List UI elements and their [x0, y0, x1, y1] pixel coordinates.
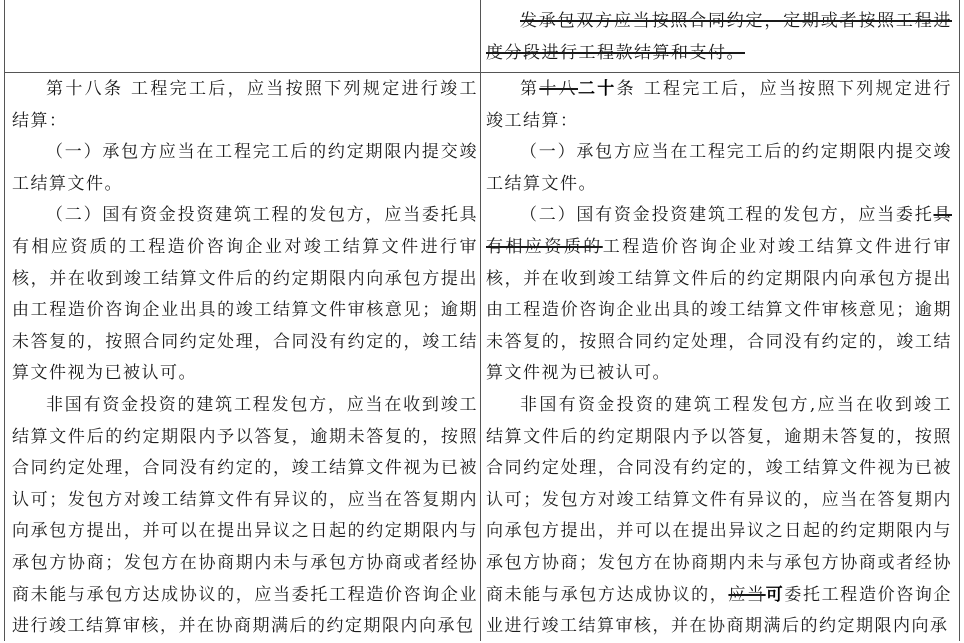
- heading-rest: 条 工程完工后，应当按照下列规定进行竣工结算：: [486, 79, 953, 131]
- deleted-paragraph: [486, 6, 952, 69]
- deleted-article-number: 十八: [539, 79, 578, 99]
- deleted-shall: 应当: [728, 584, 766, 605]
- inserted-may: 可: [765, 584, 785, 605]
- clause-1-revised: （一）承包方应当在工程完工后的约定期限内提交竣工结算文件。: [486, 142, 952, 194]
- deleted-text: 发承包双方应当按照合同约定，定期或者按照工程进度分段进行工程款结算和支付。: [486, 11, 952, 63]
- clause-1: （一）承包方应当在工程完工后的约定期限内提交竣工结算文件。: [12, 142, 478, 194]
- heading-prefix: 第: [520, 79, 540, 99]
- top-left-cell: [5, 0, 479, 72]
- original-text-column: [12, 74, 478, 643]
- table-border-left: [4, 0, 5, 641]
- clause-2-part-a: （二）国有资金投资建筑工程的发包方，应当委托: [520, 205, 934, 226]
- article-heading-revised: [486, 74, 952, 137]
- deleted-qualification-phrase: 具有相应资质的: [486, 205, 952, 257]
- clause-2-revised: [486, 200, 952, 390]
- row-divider: [4, 72, 960, 73]
- table-border-right: [959, 0, 960, 641]
- non-state-part-b: 委托工程造价咨询企业进行竣工结算审核，并在协商期满后的约定期限内向承: [486, 584, 953, 637]
- clause-2-part-b: 工程造价咨询企业对竣工结算文件进行审核，并在收到竣工结算文件后的约定期限内向承包方提出由工程造价咨询企业出具的竣工结算文件审核意见；逾期未答复的，按照合同约定处理，合同没有约定的，竣工结算文件视为已被认可。: [486, 236, 953, 384]
- column-divider: [480, 0, 481, 641]
- non-state-part-a: 非国有资金投资的建筑工程发包方,应当在收到竣工结算文件后的约定期限内予以答复，逾期未答复的，按照合同约定处理，合同没有约定的，竣工结算文件视为已被认可；发包方对竣工结算文件有异议的，应当在答复期内向承包方提出，并可以在提出异议之日起的约定期限内与承包方协商；发包方在协商期内未与承包方协商或者经协商未能与承包方达成协议的，: [486, 394, 952, 605]
- clause-2: （二）国有资金投资建筑工程的发包方，应当委托具有相应资质的工程造价咨询企业对竣工结算文件进行审核，并在收到竣工结算文件后的约定期限内向承包方提出由工程造价咨询企业出具的竣工结算文件审核意见；逾期未答复的，按照合同约定处理，合同没有约定的，竣工结算文件视为已被认可。: [12, 205, 478, 384]
- clause-2-non-state-revised: [486, 390, 952, 643]
- article-heading: 第十八条 工程完工后，应当按照下列规定进行竣工结算：: [12, 79, 478, 131]
- inserted-article-number: 二十: [577, 79, 617, 99]
- top-right-cell: [486, 6, 952, 69]
- clause-2-non-state: 非国有资金投资的建筑工程发包方，应当在收到竣工结算文件后的约定期限内予以答复，逾期未答复的，按照合同约定处理，合同没有约定的，竣工结算文件视为已被认可；发包方对竣工结算文件有异议的，应当在答复期内向承包方提出，并可以在提出异议之日起的约定期限内与承包方协商；发包方在协商期内未与承包方协商或者经协商未能与承包方达成协议的，应当委托工程造价咨询企业进行竣工结算审核，并在协商期满后的约定期限内向承包: [12, 394, 478, 637]
- revised-text-column: [486, 74, 952, 643]
